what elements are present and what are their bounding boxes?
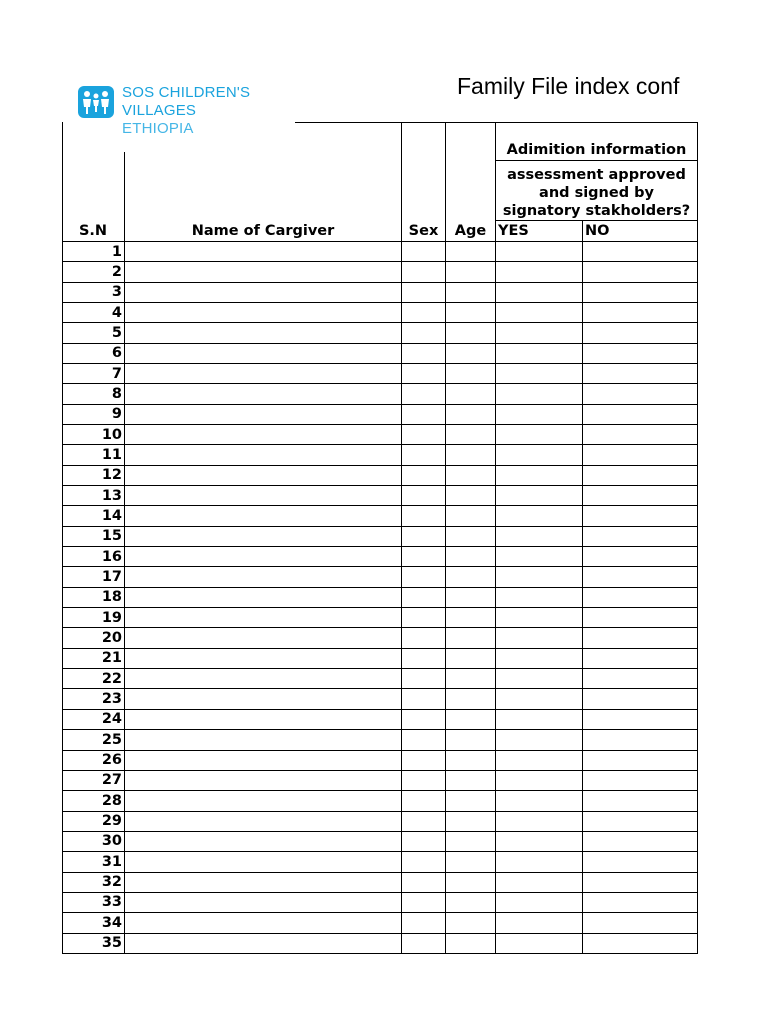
column-divider-name [401,122,402,953]
table-row-number: 4 [111,305,122,321]
logo-line: VILLAGES [122,102,197,119]
header-yes: YES [498,223,529,239]
table-row-divider [62,261,698,262]
header-question-line: assessment approved [507,167,686,183]
table-row-divider [62,851,698,852]
table-row-divider [62,302,698,303]
table-row-divider [62,505,698,506]
table-row-number: 3 [111,284,122,300]
column-divider-sn [124,152,125,953]
header-name: Name of Cargiver [191,223,335,239]
table-row-divider [62,790,698,791]
table-row-number: 23 [101,691,122,707]
table-row-number: 22 [101,671,122,687]
table-row-number: 29 [101,813,122,829]
table-row-number: 20 [101,630,122,646]
table-row-divider [62,566,698,567]
document-title: Family File index conf [457,73,680,99]
table-row-number: 1 [111,244,122,260]
table-row-divider [62,404,698,405]
table-row-divider [62,831,698,832]
header-sex: Sex [408,223,439,239]
table-row-divider [62,872,698,873]
table-row-divider [62,607,698,608]
header-bottom-border [62,241,698,242]
table-row-divider [62,363,698,364]
table-row-number: 35 [101,935,122,951]
table-row-divider [62,750,698,751]
table-row-number: 14 [101,508,122,524]
header-no: NO [585,223,610,239]
logo-line: SOS CHILDREN'S [122,84,251,101]
table-row-number: 32 [101,874,122,890]
table-row-number: 11 [101,447,122,463]
table-row-number: 26 [101,752,122,768]
table-row-number: 34 [101,915,122,931]
table-row-number: 13 [101,488,122,504]
table-row-divider [62,444,698,445]
table-row-number: 12 [101,467,122,483]
table-row-divider [62,282,698,283]
table-row-divider [62,912,698,913]
table-row-number: 6 [111,345,122,361]
table-row-number: 15 [101,528,122,544]
table-row-number: 24 [101,711,122,727]
table-row-number: 8 [111,386,122,402]
table-row-divider [62,424,698,425]
table-row-number: 25 [101,732,122,748]
table-row-number: 19 [101,610,122,626]
table-row-number: 9 [111,406,122,422]
table-row-number: 18 [101,589,122,605]
table-row-divider [62,811,698,812]
table-row-divider [62,648,698,649]
header-question [497,166,696,220]
table-row-divider [62,688,698,689]
table-row-number: 2 [111,264,122,280]
table-row-number: 28 [101,793,122,809]
logo-line: ETHIOPIA [122,120,194,137]
column-divider-sex [445,122,446,953]
table-row-divider [62,770,698,771]
table-row-divider [62,729,698,730]
column-divider-age [495,122,496,953]
table-row-number: 30 [101,833,122,849]
table-top-border [295,122,698,123]
table-row-number: 17 [101,569,122,585]
table-row-divider [62,546,698,547]
header-admission-group: Adimition information [506,142,687,158]
table-row-number: 5 [111,325,122,341]
header-question-line: and signed by [539,185,654,201]
table-row-divider [62,485,698,486]
table-row-number: 7 [111,366,122,382]
table-row-divider [62,709,698,710]
header-age: Age [454,223,487,239]
table-row-divider [62,668,698,669]
table-row-divider [62,933,698,934]
table-row-divider [62,343,698,344]
table-row-number: 21 [101,650,122,666]
table-row-number: 16 [101,549,122,565]
table-left-border [62,122,63,953]
table-row-divider [62,627,698,628]
table-row-number: 27 [101,772,122,788]
table-right-border [697,122,698,953]
header-sn: S.N [78,223,108,239]
header-question-line: signatory stakholders? [502,203,691,219]
table-row-divider [62,953,698,954]
table-row-number: 33 [101,894,122,910]
table-row-divider [62,465,698,466]
group-header-divider [495,160,698,161]
table-row-divider [62,892,698,893]
table-row-number: 31 [101,854,122,870]
question-header-divider [495,220,698,221]
table-row-divider [62,383,698,384]
table-row-number: 10 [101,427,122,443]
table-row-divider [62,322,698,323]
table-row-divider [62,587,698,588]
table-row-divider [62,526,698,527]
